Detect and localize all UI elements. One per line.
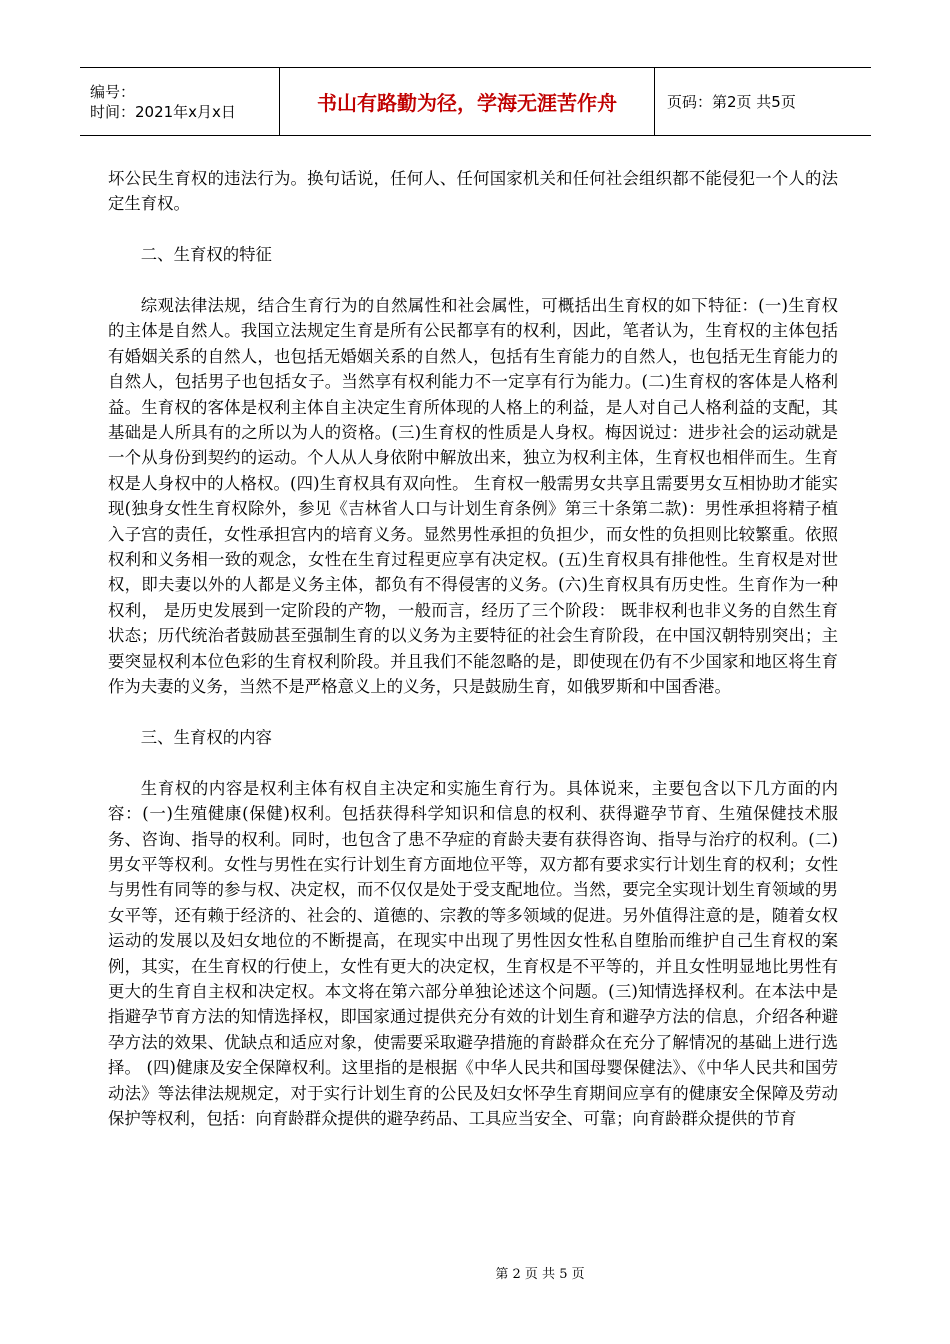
- body-paragraph-features: 综观法律法规，结合生育行为的自然属性和社会属性，可概括出生育权的如下特征：(一)生育权的主体是自然人。我国立法规定生育是所有公民都享有的权利，因此，笔者认为，生育权的主体包括有婚姻关系的自然人，也包括无婚姻关系的自然人，包括有生育能力的自然人，也包括无生育能力的自然人，包括男子也包括女子。当然享有权利能力不一定享有行为能力。(二)生育权的客体是人格利益。生育权的客体是权利主体自主决定生育所体现的人格上的利益，是人对自己人格利益的支配，其基础是人所具有的之所以为人的资格。(三)生育权的性质是人身权。梅因说过：进步社会的运动就是一个从身份到契约的运动。个人从人身依附中解放出来，独立为权利主体，生育权也相伴而生。生育权是人身权中的人格权。(四)生育权具有双向性。 生育权一般需男女共享且需要男女互相协助才能实现(独身女性生育权除外，参见《吉林省人口与计划生育条例》第三十条第二款)：男性承担将精子植入子宫的责任，女性承担宫内的培育义务。显然男性承担的负担少，而女性的负担则比较繁重。依照权利和义务相一致的观念，女性在生育过程更应享有决定权。(五)生育权具有排他性。生育权是对世权，即夫妻以外的人都是义务主体，都负有不得侵害的义务。(六)生育权具有历史性。生育作为一种权利， 是历史发展到一定阶段的产物，一般而言，经历了三个阶段： 既非权利也非义务的自然生育状态；历代统治者鼓励甚至强制生育的以义务为主要特征的社会生育阶段，在中国汉朝特别突出；主要突显权利本位色彩的生育权利阶段。并且我们不能忽略的是，即使现在仍有不少国家和地区将生育作为夫妻的义务，当然不是严格意义上的义务，只是鼓励生育，如俄罗斯和中国香港。: [108, 296, 838, 697]
- header-meta-cell: [80, 68, 280, 136]
- section-heading-2: 二、生育权的特征: [140, 245, 272, 265]
- header-page-cell: [655, 68, 872, 136]
- document-header: [80, 67, 871, 136]
- header-motto: 书山有路勤为径，学海无涯苦作舟: [317, 91, 617, 115]
- page-footer: [0, 1263, 950, 1282]
- footer-page-indicator: 第 2 页 共 5 页: [495, 1267, 585, 1282]
- document-date: 时间：2021年x月x日: [90, 102, 236, 121]
- document-body: [108, 166, 838, 1131]
- header-motto-cell: [280, 68, 655, 136]
- section-heading-3: 三、生育权的内容: [140, 727, 272, 747]
- body-paragraph-content: 生育权的内容是权利主体有权自主决定和实施生育行为。具体说来，主要包含以下几方面的内容：(一)生殖健康(保健)权利。包括获得科学知识和信息的权利、获得避孕节育、生殖保健技术服务、咨询、指导的权利。同时，也包含了患不孕症的育龄夫妻有获得咨询、指导与治疗的权利。(二)男女平等权利。女性与男性在实行计划生育方面地位平等，双方都有要求实行计划生育的权利；女性与男性有同等的参与权、决定权，而不仅仅是处于受支配地位。当然，要完全实现计划生育领域的男女平等，还有赖于经济的、社会的、道德的、宗教的等多领域的促进。另外值得注意的是，随着女权运动的发展以及妇女地位的不断提高，在现实中出现了男性因女性私自堕胎而维护自己生育权的案例，其实，在生育权的行使上，女性有更大的决定权，生育权是不平等的，并且女性明显地比男性有更大的生育自主权和决定权。本文将在第六部分单独论述这个问题。(三)知情选择权利。在本法中是指避孕节育方法的知情选择权，即国家通过提供充分有效的计划生育和避孕方法的信息，介绍各种避孕方法的效果、优缺点和适应对象，使需要采取避孕措施的育龄群众在充分了解情况的基础上进行选择。 (四)健康及安全保障权利。这里指的是根据《中华人民共和国母婴保健法》、《中华人民共和国劳动法》等法律法规规定，对于实行计划生育的公民及妇女怀孕生育期间应享有的健康安全保障及劳动保护等权利，包括：向育龄群众提供的避孕药品、工具应当安全、可靠；向育龄群众提供的节育: [108, 778, 838, 1128]
- document-number-label: 编号：: [90, 82, 136, 101]
- header-page-code: 页码：第2页 共5页: [667, 93, 796, 111]
- body-paragraph-continuation: 坏公民生育权的违法行为。换句话说，任何人、任何国家机关和任何社会组织都不能侵犯一个人的法定生育权。: [108, 169, 838, 214]
